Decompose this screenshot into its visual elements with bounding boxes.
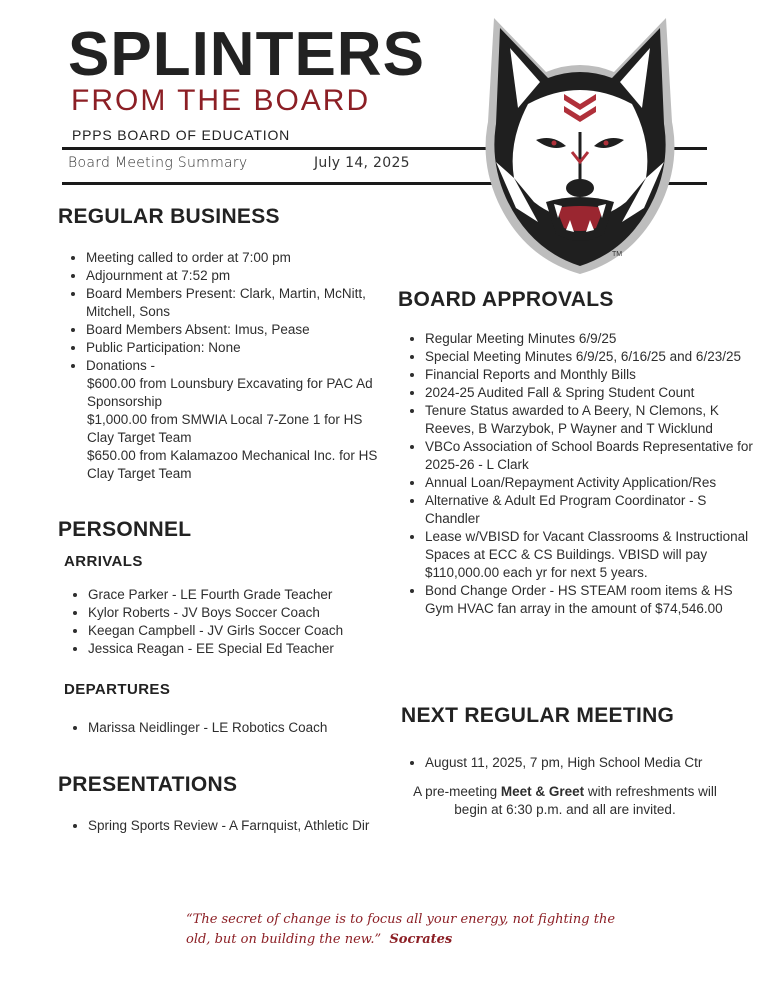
- list-item: • Public Participation: None: [86, 339, 402, 357]
- list-item: • Bond Change Order - HS STEAM room items & HS Gym HVAC fan array in the amount of $74,546.00: [425, 582, 763, 618]
- list-item: • VBCo Association of School Boards Representative for 2025-26 - L Clark: [425, 438, 763, 474]
- list-item: • Board Members Absent: Imus, Pease: [86, 321, 402, 339]
- premeet-highlight: Meet & Greet: [500, 784, 585, 799]
- trademark-mark: TM: [612, 251, 623, 258]
- list-item: • Donations -: [86, 357, 402, 375]
- board-approvals-heading: BOARD APPROVALS: [398, 288, 614, 311]
- list-item: • Financial Reports and Monthly Bills: [425, 366, 763, 384]
- newsletter-title: SPLINTERS: [68, 20, 425, 89]
- arrivals-heading: ARRIVALS: [64, 553, 143, 570]
- presentations-list: [60, 817, 418, 835]
- list-item: • Annual Loan/Repayment Activity Application/Res: [425, 474, 763, 492]
- donation-2: $1,000.00 from SMWIA Local 7-Zone 1 for HS Clay Target Team: [87, 412, 363, 445]
- regular-business-list: [58, 249, 402, 375]
- list-item: • Kylor Roberts - JV Boys Soccer Coach: [88, 604, 408, 622]
- list-item: • Jessica Reagan - EE Special Ed Teacher: [88, 640, 408, 658]
- list-item: • Alternative & Adult Ed Program Coordinator - S Chandler: [425, 492, 763, 528]
- personnel-heading: PERSONNEL: [58, 518, 192, 541]
- newsletter-subtitle: FROM THE BOARD: [71, 84, 371, 117]
- departures-heading: DEPARTURES: [64, 681, 171, 698]
- list-item: • 2024-25 Audited Fall & Spring Student Count: [425, 384, 763, 402]
- next-meeting-list: [397, 754, 763, 772]
- list-item: • Keegan Campbell - JV Girls Soccer Coach: [88, 622, 408, 640]
- list-item: • Tenure Status awarded to A Beery, N Clemons, K Reeves, B Warzybok, P Wayner and T Wicklund: [425, 402, 763, 438]
- list-item: • Lease w/VBISD for Vacant Classrooms & Instructional Spaces at ECC & CS Buildings. VBISD will pay $110,000.00 each yr for next 5 years.: [425, 528, 763, 582]
- arrivals-list: [60, 586, 408, 658]
- regular-business-heading: REGULAR BUSINESS: [58, 205, 280, 228]
- premeet-note: [400, 783, 730, 819]
- donation-1: $600.00 from Lounsbury Excavating for PAC Ad Sponsorship: [87, 376, 373, 409]
- list-item: • Meeting called to order at 7:00 pm: [86, 249, 402, 267]
- organization-name: PPPS BOARD OF EDUCATION: [72, 127, 291, 143]
- meeting-date: July 14, 2025: [314, 155, 410, 171]
- premeet-before: A pre-meeting: [413, 784, 501, 799]
- list-item: • Grace Parker - LE Fourth Grade Teacher: [88, 586, 408, 604]
- next-meeting-heading: NEXT REGULAR MEETING: [401, 704, 675, 727]
- list-item: • Marissa Neidlinger - LE Robotics Coach: [88, 719, 408, 737]
- quote-author: Socrates: [389, 932, 453, 947]
- list-item: • August 11, 2025, 7 pm, High School Media Ctr: [425, 754, 763, 772]
- donation-3: $650.00 from Kalamazoo Mechanical Inc. for HS Clay Target Team: [87, 448, 378, 481]
- wolf-mascot-icon: [476, 12, 684, 280]
- list-item: • Regular Meeting Minutes 6/9/25: [425, 330, 763, 348]
- quote-text: “The secret of change is to focus all your energy, not fighting the old, but on building the new.”: [186, 912, 616, 947]
- premeet-after: with refreshments will begin at 6:30 p.m. and all are invited.: [454, 784, 717, 817]
- list-item: • Spring Sports Review - A Farnquist, Athletic Dir: [88, 817, 418, 835]
- list-item: • Special Meeting Minutes 6/9/25, 6/16/25 and 6/23/25: [425, 348, 763, 366]
- footer-quote: [186, 910, 626, 950]
- presentations-heading: PRESENTATIONS: [58, 773, 238, 796]
- meeting-label: Board Meeting Summary: [68, 155, 248, 171]
- list-item: • Adjournment at 7:52 pm: [86, 267, 402, 285]
- departures-list: [60, 719, 408, 737]
- board-approvals-list: [397, 330, 763, 618]
- list-item: • Board Members Present: Clark, Martin, McNitt, Mitchell, Sons: [86, 285, 402, 321]
